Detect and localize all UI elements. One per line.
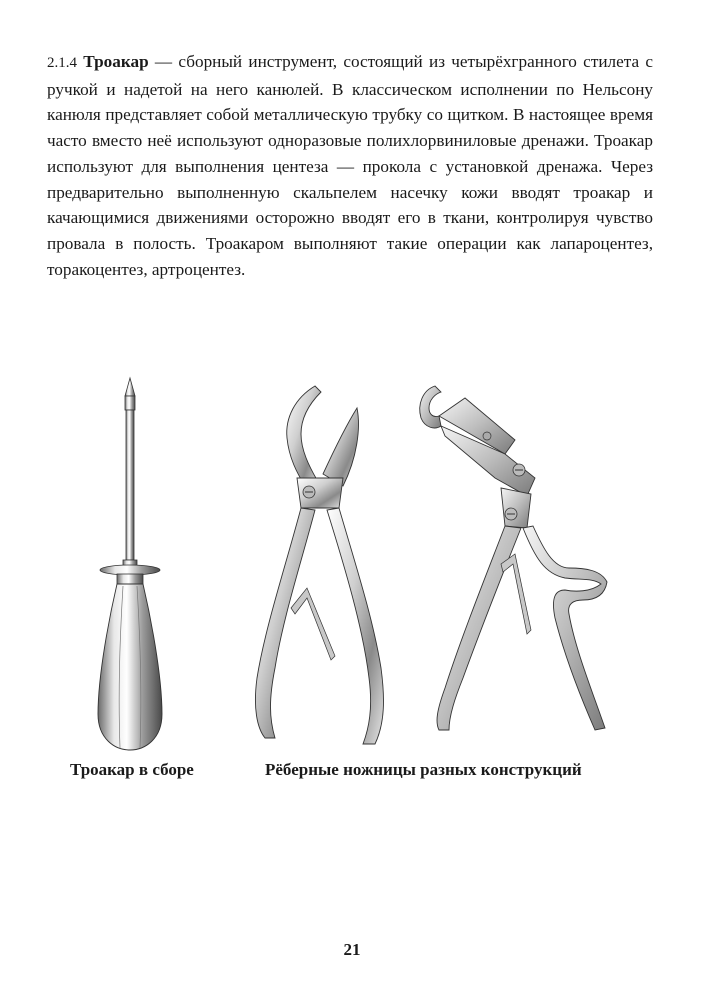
term-heading: Троакар	[83, 52, 149, 71]
paragraph-text: — сборный инструмент, состоящий из четырёхгранного стилета с ручкой и надетой на него канюлей. В классическом исполнении по Нельсону канюля представляет собой металлическую трубку со щитком. В настоящее время часто вместо неё используют одноразовые полихлорвиниловые дренажи. Троакар используют для выполнения центеза — прокола с установкой дренажа. Через предварительно выполненную скальпелем насечку кожи вводят троакар и качающимися движениями осторожно вводят его в ткани, контролируя чувство провала в полость. Троакаром выполняют такие операции как лапароцентез, торакоцентез, артроцентез.	[47, 52, 653, 279]
scissors-caption: Рёберные ножницы разных конструкций	[265, 760, 582, 779]
rib-rongeur-illustration	[405, 378, 645, 753]
body-paragraph	[47, 49, 653, 282]
page-number: 21	[343, 940, 361, 959]
trocar-caption: Троакар в сборе	[70, 760, 194, 779]
trocar-illustration	[90, 374, 170, 754]
rib-scissors-illustration	[235, 378, 395, 753]
section-number: 2.1.4	[47, 55, 77, 71]
